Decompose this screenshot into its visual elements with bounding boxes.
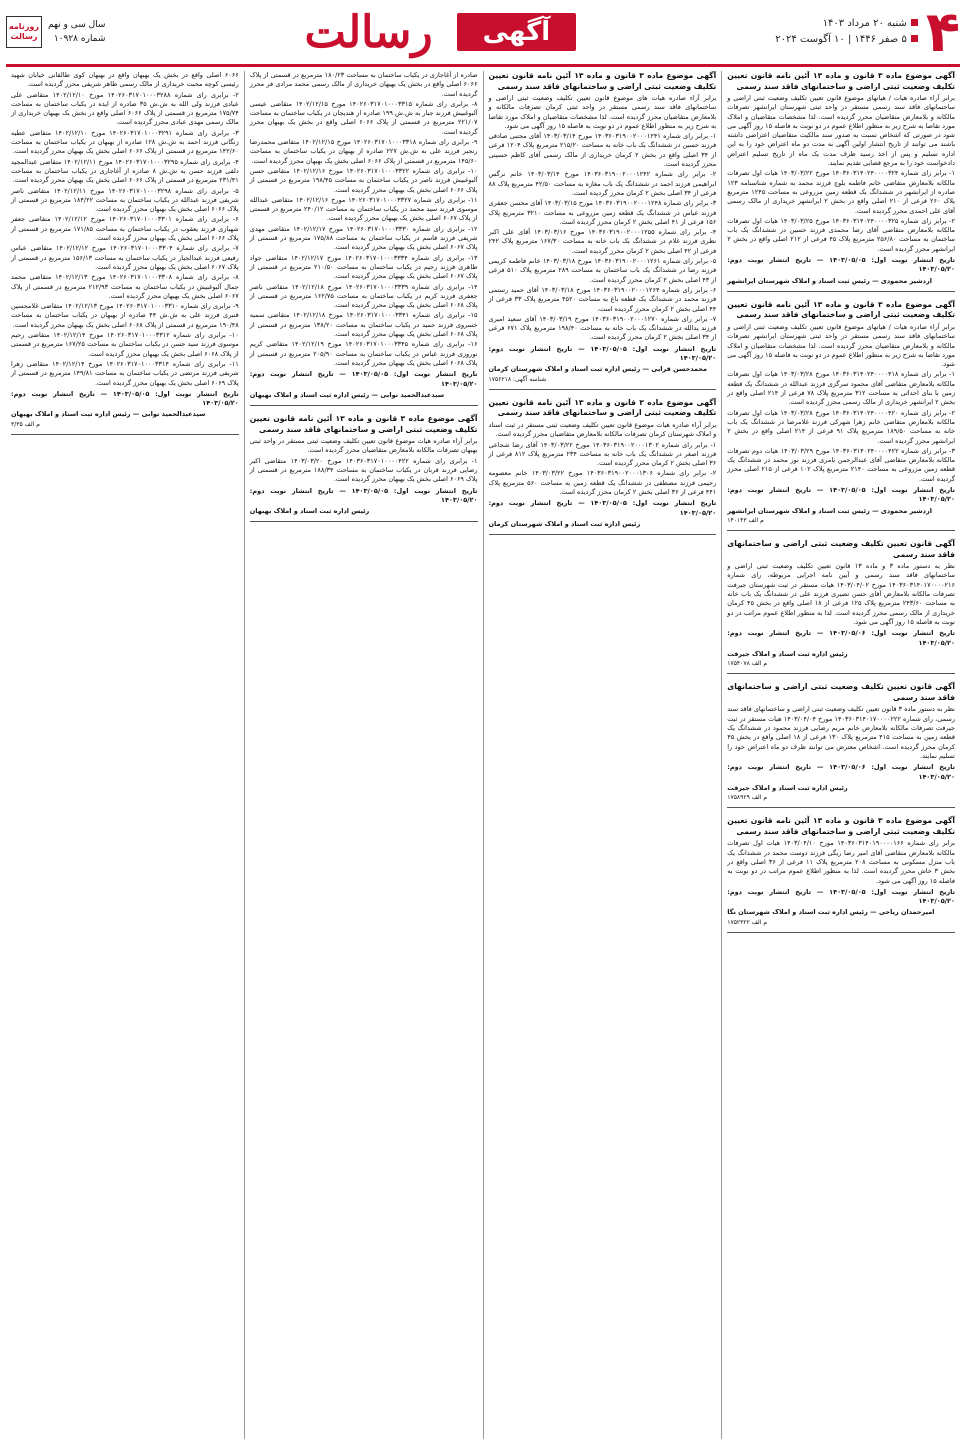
notice-code: م الف ۱۴۰۱۴۳ [727, 516, 764, 524]
publication-dates: تاریخ انتشار نوبت اول: ۱۴۰۳/۰۵/۰۶ — تاریخ انتشار نوبت دوم: ۱۴۰۳/۰۵/۲۰ [727, 629, 956, 647]
masthead [6, 0, 960, 67]
notice-title: آگهی موضوع ماده ۳ قانون و ماده ۱۳ آئین نامه قانون تعیین تکلیف وضعیت ثبتی اراضی و ساختمانهای فاقد سند رسمی [249, 414, 478, 434]
ad-column [721, 71, 960, 1439]
notice-title: آگهی موضوع ماده ۳ قانون و ماده ۱۳ آئین نامه قانون تعیین تکلیف وضعیت ثبتی اراضی و ساختمانهای فاقد سند رسمی [488, 71, 717, 91]
notice-title: آگهی موضوع ماده ۳ قانون و ماده ۱۳ آئین نامه قانون تعیین تکلیف وضعیت ثبتی اراضی و ساختمانهای فاقد سند رسمی [727, 71, 956, 91]
notice-paragraph: ۱- برابر رای شماره ۱۴۰۳۶۰۳۱۹۰۰۲۰۰۰۱۲۴۱ مورخ ۱۴۰۳/۰۳/۱۴ آقای مجتبی صادقی فرزند حسین در ششدانگ یک باب خانه به مساحت ۲۱۵/۲۰ مترمربع پلاک ۱۲۰۴ فرعی از ۳۴ اصلی واقع در بخش ۲ کرمان خریداری از مالک رسمی آقای کاظم حسینی محرز گردیده است. [488, 132, 717, 169]
notice-title: آگهی قانون تعیین تکلیف وضعیت ثبتی اراضی و ساختمانهای فاقد سند رسمی [727, 682, 955, 702]
notice-paragraph: ۱۴- برابری رای شماره ۱۴۰۲۶۰۳۱۷۰۱۰۰۰۳۳۳۹ مورخ ۱۴۰۲/۱۲/۱۸ متقاضی ناصر جعفری فرزند کریم در یکباب ساختمان به مساحت ۱۶۲/۷۵ مترمربع در قسمتی از پلاک ۶۰۶۸ اصلی بخش یک بهبهان محرز گردیده است. [249, 282, 478, 310]
notice-paragraph: ۱- برابری رای شماره ۱۴۰۳۶۰۳۱۷۰۱۰۰۰۰۴۲۲ مورخ ۱۴۰۳/۰۳/۲۰ متقاضی اکبر رضایی فرزند قربان در یکباب ساختمان به مساحت ۱۸۸/۳۴ مترمربع در قسمتی از پلاک ۶۰۶۹ اصلی بخش یک بهبهان محرز گردیده است. [249, 456, 478, 484]
notice-code: م الف ۳/۳۵ [11, 420, 40, 428]
masthead-title-block [305, 7, 577, 58]
notice-paragraph: ۹- برابری رای شماره ۱۴۰۲۶۰۳۱۷۰۱۰۰۰۳۳۱۰ مورخ ۱۴۰۲/۱۲/۱۳ متقاضی غلامحسین قنبری فرزند علی به ش.ش ۴۴ صادره از بهبهان در یکباب ساختمان به مساحت ۱۹۰/۴۸ مترمربع در قسمتی از پلاک ۶۰۶۸ اصلی بخش یک بهبهان محرز گردیده است. [11, 302, 239, 329]
notice-paragraph: ۲- برابر رای شماره ۱۴۰۳۶۰۳۱۴۰۲۴۰۰۰۰۴۲۰ مورخ ۱۴۰۳/۰۳/۲۸ هیات اول تصرفات مالکانه بلامعارض متقاضی خانم زهرا شهرکی فرزند غلامرضا در ششدانگ یک باب خانه به مساحت ۱۸۹/۵۰ مترمربع پلاک ۹۱ فرعی از ۲۱۴ اصلی واقع در بخش ۲ ایرانشهر محرز گردیده است. [727, 408, 956, 445]
notice-paragraph: ۲- برابری رای شماره ۱۴۰۲۶۰۳۱۷۰۱۰۰۰۳۲۸۸ مورخ ۱۴۰۲/۱۲/۱۰ متقاضی علی عبادی فرزند ولی الله به ش.ش ۳۵ صادره از ایذه در یکباب ساختمان به مساحت ۱۷۵/۷۴ مترمربع در قسمتی از پلاک ۶۰۶۶ اصلی واقع در بخش یک بهبهان خریداری از مالک رسمی مهدی عبادی محرز گردیده است. [11, 90, 239, 127]
notice-paragraph: ۱۶- برابری رای شماره ۱۴۰۲۶۰۳۱۷۰۱۰۰۰۳۳۴۵ مورخ ۱۴۰۲/۱۲/۱۹ متقاضی کریم نوروزی فرزند عباس در یکباب ساختمان به مساحت ۲۰۵/۹۰ مترمربع در قسمتی از پلاک ۶۰۶۸ اصلی بخش یک بهبهان محرز گردیده است. [249, 340, 478, 367]
legal-notice [727, 682, 955, 808]
notice-paragraph: ۲- برابر رای شماره ۱۴۰۳۶۰۳۱۴۰۲۴۰۰۰۰۳۲۵ مورخ ۱۴۰۳/۰۳/۲۵ هیات اول تصرفات مالکانه بلامعارض متقاضی آقای رضا محمدی فرزند حسین در ششدانگ یک باب ساختمان به مساحت ۲۵۶/۸۰ مترمربع پلاک ۴۵ فرعی از ۲۱۲ اصلی واقع در بخش ۲ ایرانشهر محرز گردیده است. [727, 216, 956, 253]
ad-column [244, 71, 483, 1439]
notice-paragraph: ۱۵- برابری رای شماره ۱۴۰۲۶۰۳۱۷۰۱۰۰۰۳۳۴۱ مورخ ۱۴۰۲/۱۲/۱۸ متقاضی سمیه خسروی فرزند حمید در یکباب ساختمان به مساحت ۱۳۸/۲۰ مترمربع در قسمتی از پلاک ۶۰۶۸ اصلی بخش یک بهبهان محرز گردیده است. [249, 311, 478, 339]
notice-title: آگهی موضوع ماده ۳ قانون و ماده ۱۳ آئین نامه قانون تعیین تکلیف وضعیت ثبتی اراضی و ساختمانهای فاقد سند رسمی [727, 816, 956, 836]
publication-dates: تاریخ انتشار نوبت اول: ۱۴۰۳/۰۵/۰۵ — تاریخ انتشار نوبت دوم: ۱۴۰۳/۰۵/۲۰ [249, 370, 478, 388]
notice-paragraph: ۱۰- برابری رای شماره ۱۴۰۲۶۰۳۱۷۰۱۰۰۰۳۳۱۲ مورخ ۱۴۰۲/۱۲/۱۴ متقاضی رحیم موسوی فرزند سید حسن در یکباب ساختمان به مساحت ۱۶۷/۲۵ مترمربع در قسمتی از پلاک ۶۰۶۸ اصلی بخش یک بهبهان محرز گردیده است. [11, 331, 239, 358]
legal-notice [489, 71, 717, 390]
legal-notice [11, 71, 239, 435]
notice-paragraph: ۷- برابر رای شماره ۱۴۰۳۶۰۳۱۹۰۰۲۰۰۰۱۲۷۰ مورخ ۱۴۰۳/۰۳/۱۹ آقای سعید امیری فرزند یدالله در ششدانگ یک باب خانه به مساحت ۱۹۸/۴۰ مترمربع پلاک ۶۷۱ فرعی از ۳۴ اصلی بخش ۲ کرمان محرز گردیده است. [488, 314, 717, 342]
legal-notice [250, 71, 478, 406]
notice-signature: محمدحسن قرایی — رئیس اداره ثبت اسناد و املاک شهرستان کرمان [488, 365, 708, 374]
notice-signature: رئیس اداره ثبت اسناد و املاک بهبهان [249, 507, 370, 516]
legal-notice [250, 414, 478, 522]
notice-paragraph: ۱- برابر رای شماره ۱۴۰۳۶۰۳۱۹۰۰۲۰۰۰۱۳۰۲ مورخ ۱۴۰۳/۰۳/۲۲ آقای رضا شجاعی فرزند اصغر در ششدانگ یک باب خانه به مساحت ۲۳۴ مترمربع پلاک ۸۱۲ فرعی از ۳۶ اصلی بخش ۲ کرمان محرز گردیده است. [488, 440, 717, 468]
year-line: سال سی و نهم [48, 20, 106, 30]
notice-signature: سیدعبدالحمید نوابی — رئیس اداره ثبت اسناد و املاک بهبهان [249, 390, 445, 399]
masthead-issue-block [6, 16, 105, 48]
ad-column [483, 71, 722, 1439]
publication-dates: تاریخ انتشار نوبت اول: ۱۴۰۳/۰۵/۰۵ — تاریخ انتشار نوبت دوم: ۱۴۰۳/۰۵/۲۰ [727, 485, 956, 504]
notice-paragraph: برابر آراء صادره هیات های موضوع قانون تعیین تکلیف وضعیت ثبتی اراضی و ساختمانهای فاقد سند رسمی مستقر در واحد ثبتی کرمان تصرفات مالکانه و بلامعارض متقاضیان محرز گردیده است. لذا مشخصات متقاضیان و املاک مورد تقاضا به شرح زیر به منظور اطلاع عموم در دو نوبت به فاصله ۱۵ روز آگهی می شود. [488, 94, 717, 130]
notice-signature: رئیس اداره ثبت اسناد و املاک جیرفت [727, 649, 848, 658]
notice-code: م الف ۱۷۵۸۹۲۹ [727, 794, 768, 802]
ad-column [6, 71, 244, 1439]
notice-code: شناسه آگهی: ۱۷۵۶۲۱۸ [488, 375, 547, 383]
notice-paragraph: ۷- برابری رای شماره ۱۴۰۲۶۰۳۱۷۰۱۰۰۰۳۳۰۴ مورخ ۱۴۰۲/۱۲/۱۲ متقاضی عباس رفیعی فرزند عبدالجبار در یکباب ساختمان به مساحت ۱۵۶/۱۳ مترمربع در قسمتی از پلاک ۶۰۶۷ اصلی بخش یک بهبهان محرز گردیده است. [11, 244, 239, 271]
notice-signature: اردشیر محمودی — رئیس ثبت اسناد و املاک شهرستان ایرانشهر [727, 276, 932, 285]
legal-notice [727, 71, 955, 292]
notice-signature: رئیس اداره ثبت اسناد و املاک جیرفت [727, 783, 848, 792]
notice-paragraph: برابر آراء صادره هیات موضوع قانون تعیین تکلیف وضعیت ثبتی مستقر در واحد ثبتی بهبهان تصرفات مالکانه بلامعارض متقاضیان محرز گردیده است. [249, 437, 478, 455]
page-number: ۴ [925, 0, 960, 65]
legal-notice [727, 816, 955, 933]
notice-code: م الف ۱۷۵۲۳۲۲ [727, 918, 768, 926]
notice-paragraph: ۲- برابر رای شماره ۱۴۰۳۶۰۳۱۹۰۰۲۰۰۰۱۲۴۲ مورخ ۱۴۰۳/۰۳/۱۴ خانم نرگس ابراهیمی فرزند احمد در ششدانگ یک باب مغازه به مساحت ۴۲/۵۰ مترمربع پلاک ۸۸ فرعی از ۳۴ اصلی بخش ۲ کرمان محرز گردیده است. [488, 170, 717, 197]
publication-dates: تاریخ انتشار نوبت اول: ۱۴۰۳/۰۵/۰۵ — تاریخ انتشار نوبت دوم: ۱۴۰۳/۰۵/۲۰ [727, 256, 956, 274]
notice-paragraph: ۸- برابری رای شماره ۱۴۰۲۶۰۳۱۷۰۱۰۰۰۳۳۰۸ مورخ ۱۴۰۲/۱۲/۱۳ متقاضی محمد جمال آلبوغبیش در یکباب ساختمان به مساحت ۲۱۲/۹۳ مترمربع در قسمتی از پلاک ۶۰۶۷ اصلی بخش یک بهبهان محرز گردیده است. [11, 273, 239, 300]
notice-paragraph: ۱۱- برابری رای شماره ۱۴۰۲۶۰۳۱۷۰۱۰۰۰۳۳۲۷ مورخ ۱۴۰۲/۱۲/۱۶ متقاضی عبدالله موسوی فرزند سید محمد در یکباب ساختمان به مساحت ۲۴۰/۱۲ مترمربع در قسمتی از پلاک ۶۰۶۷ اصلی بخش یک بهبهان محرز گردیده است. [249, 195, 478, 223]
notice-paragraph: صادره از آغاجاری در یکباب ساختمان به مساحت ۱۸۰/۲۳ مترمربع در قسمتی از پلاک ۶۰۶۶ اصلی واقع در بخش یک بهبهان خریداری از مالک رسمی محمد مرادی فر محرز گردیده است. [249, 71, 478, 98]
notice-signature: اردشیر محمودی — رئیس ثبت اسناد و املاک شهرستان ایرانشهر [727, 506, 932, 515]
mini-logo-bottom: رسالت [10, 32, 38, 41]
notice-signature: امیرحمدان ریاحی — رئیس اداره ثبت اسناد و املاک شهرستان نگا [727, 908, 935, 917]
publication-dates: تاریخ انتشار نوبت اول: ۱۴۰۳/۰۵/۰۵ — تاریخ انتشار نوبت دوم: ۱۴۰۳/۰۵/۲۰ [488, 499, 717, 517]
hijri-gregorian-date: ۵ صفر ۱۴۴۶ | ۱۰ آگوست ۲۰۲۴ [775, 34, 907, 45]
mini-logo-icon [6, 16, 42, 48]
legal-notice [727, 539, 955, 674]
legal-notice [489, 398, 717, 535]
legal-notice [727, 300, 955, 531]
notice-signature: سیدعبدالحمید نوابی — رئیس اداره ثبت اسناد و املاک بهبهان [11, 410, 206, 419]
notice-paragraph: ۲- برابر رای شماره ۱۴۰۳۶۰۳۱۹۰۰۲۰۰۰۱۳۰۶ مورخ ۱۴۰۳/۰۳/۲۲ خانم معصومه رحیمی فرزند مصطفی در ششدانگ یک قطعه زمین به مساحت ۵۶۰ مترمربع پلاک ۴۴۱ فرعی از ۳۶ اصلی بخش ۲ کرمان محرز گردیده است. [488, 469, 717, 496]
notice-paragraph: ۹- برابری رای شماره ۱۴۰۲۶۰۳۱۷۰۱۰۰۰۳۳۱۸ مورخ ۱۴۰۲/۱۲/۱۵ متقاضی محمدرضا رنجبر فرزند علی به ش.ش ۲۲۷ صادره از بهبهان در یکباب ساختمان به مساحت ۱۴۵/۶۰ مترمربع در قسمتی از پلاک ۶۰۶۶ اصلی بخش یک بهبهان محرز گردیده است. [249, 138, 478, 165]
notice-paragraph: ۳- برابر رای شماره ۱۴۰۳۶۰۳۱۴۰۲۴۰۰۰۰۴۲۲ مورخ ۱۴۰۳/۰۳/۲۹ هیات دوم تصرفات مالکانه بلامعارض متقاضی آقای عبدالرحمن بامری فرزند نور محمد در ششدانگ یک قطعه زمین مزروعی به مساحت ۲۱۴۰ مترمربع پلاک ۱۰۲ فرعی از ۲۱۵ اصلی محرز گردیده است. [727, 446, 956, 483]
newspaper-brand: رسالت [304, 6, 433, 58]
issue-dates [775, 16, 918, 48]
notice-paragraph: ۶۰۶۶ اصلی واقع در بخش یک بهبهان واقع در بهبهان کوی طالقانی خیابان شهید رئیسی کوچه محبت خریداری از مالک رسمی طاهر شریفی محرز گردیده است. [11, 71, 239, 89]
notice-paragraph: نظر به دستور ماده ۳ قانون تعیین تکلیف وضعیت ثبتی اراضی و ساختمانهای فاقد سند رسمی، رای شماره ۱۴۰۳۶۰۳۱۴۰۱۷۰۰۰۰۲۲۲ مورخ ۱۴۰۳/۰۴/۰۴ هیات مستقر در ثبت جیرفت تصرفات مالکانه بلامعارض خانم مریم رضایی فرزند محمود در ششدانگ یک قطعه زمین به مساحت ۴۱۵ مترمربع پلاک ۱۳۰ فرعی از ۱۸ اصلی واقع در بخش ۴۵ کرمان محرز گردیده است. اشخاص معترض می توانند ظرف دو ماه اعتراض خود را تسلیم نمایند. [727, 705, 955, 760]
notice-paragraph: ۳- برابر رای شماره ۱۴۰۳۶۰۳۱۹۰۰۲۰۰۰۱۲۴۸ مورخ ۱۴۰۳/۰۳/۱۵ آقای محسن جعفری فرزند عباس در ششدانگ یک قطعه زمین مزروعی به مساحت ۳۲۱۰ مترمربع پلاک ۱۵۶ فرعی از ۴۱ اصلی بخش ۲ کرمان محرز گردیده است. [488, 199, 717, 226]
publication-dates: تاریخ انتشار نوبت اول: ۱۴۰۳/۰۵/۰۶ — تاریخ انتشار نوبت دوم: ۱۴۰۳/۰۵/۲۰ [727, 763, 956, 781]
notice-paragraph: ۱۳- برابری رای شماره ۱۴۰۲۶۰۳۱۷۰۱۰۰۰۳۳۳۴ مورخ ۱۴۰۲/۱۲/۱۷ متقاضی جواد طاهری فرزند رحیم در یکباب ساختمان به مساحت ۲۱۰/۵۰ مترمربع در قسمتی از پلاک ۶۰۶۷ اصلی بخش یک بهبهان محرز گردیده است. [249, 253, 478, 281]
notice-paragraph: ۱- برابر رای شماره ۱۴۰۳۶۰۳۱۴۰۲۴۰۰۰۰۳۲۴ مورخ ۱۴۰۳/۰۳/۲۲ هیات اول تصرفات مالکانه بلامعارض متقاضی خانم فاطمه بلوچ فرزند محمد به شماره شناسنامه ۱۲۳ صادره از ایرانشهر در ششدانگ یک قطعه زمین مزروعی به مساحت ۱۲۴۵ مترمربع پلاک ۲۶۰ فرعی از ۲۱۰ اصلی واقع در بخش ۲ ایرانشهر خریداری از مالک رسمی آقای علی احمدی محرز گردیده است. [727, 169, 956, 215]
persian-date: شنبه ۲۰ مرداد ۱۴۰۳ [822, 18, 907, 29]
masthead-date-block [775, 0, 960, 64]
notice-title: آگهی قانون تعیین تکلیف وضعیت ثبتی اراضی و ساختمانهای فاقد سند رسمی [727, 539, 955, 559]
section-label: آگهی [457, 13, 577, 51]
publication-dates: تاریخ انتشار نوبت اول: ۱۴۰۳/۰۵/۰۵ — تاریخ انتشار نوبت دوم: ۱۴۰۳/۰۵/۲۰ [727, 887, 956, 906]
notice-paragraph: برابر آراء صادره هیات / هیاتهای موضوع قانون تعیین تکلیف وضعیت ثبتی اراضی و ساختمانهای فاقد سند رسمی مستقر در واحد ثبتی شهرستان ایرانشهر تصرفات مالکانه و بلامعارض متقاضیان محرز گردیده است. لذا مشخصات متقاضیان و املاک مورد تقاضا به شرح زیر به منظور اطلاع عموم در دو نوبت به فاصله ۱۵ روز آگهی می شود در صورتی که اشخاص نسبت به صدور سند مالکیت متقاضیان اعتراضی داشته باشند می توانند از تاریخ انتشار اولین آگهی به مدت دو ماه اعتراض خود را به این اداره تسلیم و پس از اخذ رسید ظرف مدت یک ماه از تاریخ تسلیم اعتراض دادخواست خود را به مرجع قضایی تقدیم نمایند. [727, 94, 955, 168]
notice-title: آگهی موضوع ماده ۳ قانون و ماده ۱۳ آئین نامه قانون تعیین تکلیف وضعیت ثبتی اراضی و ساختمانهای فاقد سند رسمی [727, 299, 956, 320]
publication-dates: تاریخ انتشار نوبت اول: ۱۴۰۳/۰۵/۰۵ — تاریخ انتشار نوبت دوم: ۱۴۰۳/۰۵/۲۰ [488, 344, 717, 363]
notice-paragraph: ۴- برابری رای شماره ۱۴۰۲۶۰۳۱۷۰۱۰۰۰۳۲۹۵ مورخ ۱۴۰۲/۱۲/۱۱ متقاضی عبدالمجید دلفی فرزند حسن به ش.ش ۸ صادره از آغاجاری در یکباب ساختمان به مساحت ۲۳۱/۴۱ مترمربع در قسمتی از پلاک ۶۰۶۶ اصلی بخش یک بهبهان محرز گردیده است. [11, 157, 239, 185]
notice-paragraph: ۶- برابر رای شماره ۱۴۰۳۶۰۳۱۹۰۰۲۰۰۰۱۲۶۴ مورخ ۱۴۰۳/۰۳/۱۸ آقای حمید رستمی فرزند محمد در ششدانگ یک قطعه باغ به مساحت ۴۵۲۰ مترمربع پلاک ۳۳ فرعی از ۴۴ اصلی بخش ۲ کرمان محرز گردیده است. [488, 285, 717, 313]
notice-signature: رئیس اداره ثبت اسناد و املاک شهرستان کرمان [488, 519, 641, 528]
notice-paragraph: ۳- برابری رای شماره ۱۴۰۲۶۰۳۱۷۰۱۰۰۰۳۲۹۱ مورخ ۱۴۰۲/۱۲/۱۰ متقاضی عطیه زنگانی فرزند احمد به ش.ش ۱۲۸ صادره از بهبهان در یکباب ساختمان به مساحت ۱۴۲/۶۰ مترمربع در قسمتی از پلاک ۶۰۶۶ اصلی بخش یک بهبهان محرز گردیده است. [11, 128, 239, 156]
notice-paragraph: ۱- برابر رای شماره ۱۴۰۳۶۰۳۱۴۰۲۴۰۰۰۰۴۱۸ مورخ ۱۴۰۳/۰۳/۲۸ هیات اول تصرفات مالکانه بلامعارض متقاضی آقای محمود سرگزی فرزند عبدالله در ششدانگ یک قطعه زمین با بنای احداثی به مساحت ۳۱۲ مترمربع پلاک ۷۸ فرعی از ۲۱۴ اصلی واقع در بخش ۲ ایرانشهر خریداری از مالک رسمی محرز گردیده است. [727, 370, 956, 407]
ad-columns [6, 71, 960, 1439]
square-bullet-icon [911, 19, 918, 26]
notice-paragraph: ۱۰- برابری رای شماره ۱۴۰۲۶۰۳۱۷۰۱۰۰۰۳۳۲۲ مورخ ۱۴۰۲/۱۲/۱۶ متقاضی حسن آلبوغبیش فرزند ناصر در یکباب ساختمان به مساحت ۱۹۸/۴۵ مترمربع در قسمتی از پلاک ۶۰۶۶ اصلی بخش یک بهبهان محرز گردیده است. [249, 166, 478, 194]
notice-paragraph: برابر آراء صادره هیات / هیاتهای موضوع قانون تعیین تکلیف وضعیت ثبتی اراضی و ساختمانهای فاقد سند رسمی مستقر در واحد ثبتی شهرستان ایرانشهر تصرفات مالکانه و بلامعارض متقاضیان محرز گردیده است. لذا مشخصات متقاضیان و املاک مورد تقاضا به شرح زیر به منظور اطلاع عموم در دو نوبت به فاصله ۱۵ روز آگهی می شود. [727, 322, 955, 369]
notice-paragraph: برابر رای شماره ۱۴۰۳۶۰۳۱۴۰۱۹۰۰۰۰۱۶۶ مورخ ۱۴۰۳/۰۴/۱۰ هیات اول تصرفات مالکانه بلامعارض متقاضی آقای امیر رضا ریگی فرزند دوست محمد در ششدانگ یک باب منزل مسکونی به مساحت ۲۰۸ مترمربع پلاک ۱۱ فرعی از ۳۶ اصلی واقع در بخش ۳ خاش محرز گردیده است. لذا به منظور اطلاع عموم مراتب در دو نوبت به فاصله ۱۵ روز آگهی می شود. [727, 839, 955, 885]
notice-paragraph: برابر آراء صادره هیات موضوع قانون تعیین تکلیف وضعیت ثبتی مستقر در ثبت اسناد و املاک شهرستان کرمان تصرفات مالکانه بلامعارض متقاضیان محرز گردیده است. [488, 420, 717, 439]
notice-paragraph: ۸- برابری رای شماره ۱۴۰۲۶۰۳۱۷۰۱۰۰۰۳۳۱۵ مورخ ۱۴۰۲/۱۲/۱۵ متقاضی عیسی آلبوغبیش فرزند جبار به ش.ش ۱۹۹ صادره از هندیجان در یکباب ساختمان به مساحت ۲۲۱/۰۷ مترمربع در قسمتی از پلاک ۶۰۶۶ اصلی واقع در بخش یک بهبهان محرز گردیده است. [249, 99, 478, 136]
square-bullet-icon [911, 35, 918, 42]
notice-code: م الف ۱۷۵۴۰۷۸ [727, 660, 768, 668]
mini-logo-top: روزنامه [9, 22, 39, 31]
notice-paragraph: ۵- برابری رای شماره ۱۴۰۲۶۰۳۱۷۰۱۰۰۰۳۲۹۸ مورخ ۱۴۰۲/۱۲/۱۱ متقاضی ناصر شریفی فرزند عبدالله در یکباب ساختمان به مساحت ۱۸۴/۲۲ مترمربع در قسمتی از پلاک ۶۰۶۶ اصلی بخش یک بهبهان محرز گردیده است. [11, 186, 239, 214]
notice-paragraph: نظر به دستور ماده ۳ و ماده ۱۳ قانون تعیین تکلیف وضعیت ثبتی اراضی و ساختمانهای فاقد سند رسمی و آیین نامه اجرایی مربوطه، رای شماره ۱۴۰۳۶۰۳۱۴۰۱۷۰۰۰۰۲۱۶ مورخ ۱۴۰۳/۰۴/۰۲ هیات مستقر در ثبت شهرستان جیرفت تصرفات مالکانه بلامعارض آقای حسن نصیری فرزند علی در ششدانگ یک باب خانه به مساحت ۲۴۳/۶۰ مترمربع پلاک ۱۲۵ فرعی از ۱۸ اصلی واقع در بخش ۴۵ کرمان خریداری از مالک رسمی محرز گردیده است. لذا به منظور اطلاع عموم مراتب در دو نوبت به فاصله ۱۵ روز آگهی می شود. [727, 562, 956, 626]
notice-title: آگهی موضوع ماده ۳ قانون و ماده ۱۳ آئین نامه قانون تعیین تکلیف وضعیت ثبتی اراضی و ساختمانهای فاقد سند رسمی [488, 397, 717, 418]
issue-number: شماره ۱۰۹۲۸ [53, 34, 106, 44]
issue-info [48, 18, 105, 46]
publication-dates: تاریخ انتشار نوبت اول: ۱۴۰۳/۰۵/۰۵ — تاریخ انتشار نوبت دوم: ۱۴۰۳/۰۵/۲۰ [249, 486, 478, 504]
publication-dates: تاریخ انتشار نوبت اول: ۱۴۰۳/۰۵/۰۵ — تاریخ انتشار نوبت دوم: ۱۴۰۳/۰۵/۲۰ [11, 389, 239, 408]
notice-paragraph: ۴- برابر رای شماره ۱۴۰۳۶۰۳۱۹۰۰۲۰۰۰۱۲۵۵ مورخ ۱۴۰۳/۰۳/۱۶ آقای علی اکبر نظری فرزند غلام در ششدانگ یک باب خانه به مساحت ۱۶۷/۳۰ مترمربع پلاک ۲۴۲ فرعی از ۴۲ اصلی بخش ۲ کرمان محرز گردیده است. [488, 228, 717, 255]
notice-paragraph: ۶- برابری رای شماره ۱۴۰۲۶۰۳۱۷۰۱۰۰۰۳۳۰۱ مورخ ۱۴۰۲/۱۲/۱۲ متقاضی جعفر شهبازی فرزند یعقوب در یکباب ساختمان به مساحت ۱۷۱/۸۵ مترمربع در قسمتی از پلاک ۶۰۶۶ اصلی بخش یک بهبهان محرز گردیده است. [11, 215, 239, 243]
notice-paragraph: ۵- برابر رای شماره ۱۴۰۳۶۰۳۱۹۰۰۲۰۰۰۱۲۶۱ مورخ ۱۴۰۳/۰۳/۱۸ خانم فاطمه کریمی فرزند رضا در ششدانگ یک باب ساختمان به مساحت ۲۸۹ مترمربع پلاک ۵۱۰ فرعی از ۴۳ اصلی بخش ۲ کرمان محرز گردیده است. [488, 257, 717, 284]
notice-paragraph: ۱۲- برابری رای شماره ۱۴۰۲۶۰۳۱۷۰۱۰۰۰۳۳۳۰ مورخ ۱۴۰۲/۱۲/۱۷ متقاضی مهدی شریفی فرزند قاسم در یکباب ساختمان به مساحت ۱۷۵/۸۸ مترمربع در قسمتی از پلاک ۶۰۶۷ اصلی بخش یک بهبهان محرز گردیده است. [249, 224, 478, 252]
notice-paragraph: ۱۱- برابری رای شماره ۱۴۰۲۶۰۳۱۷۰۱۰۰۰۳۳۱۴ مورخ ۱۴۰۲/۱۲/۱۴ متقاضی زهرا شریفی فرزند مرتضی در یکباب ساختمان به مساحت ۱۴۹/۸۱ مترمربع در قسمتی از پلاک ۶۰۶۹ اصلی بخش یک بهبهان محرز گردیده است. [11, 359, 239, 387]
